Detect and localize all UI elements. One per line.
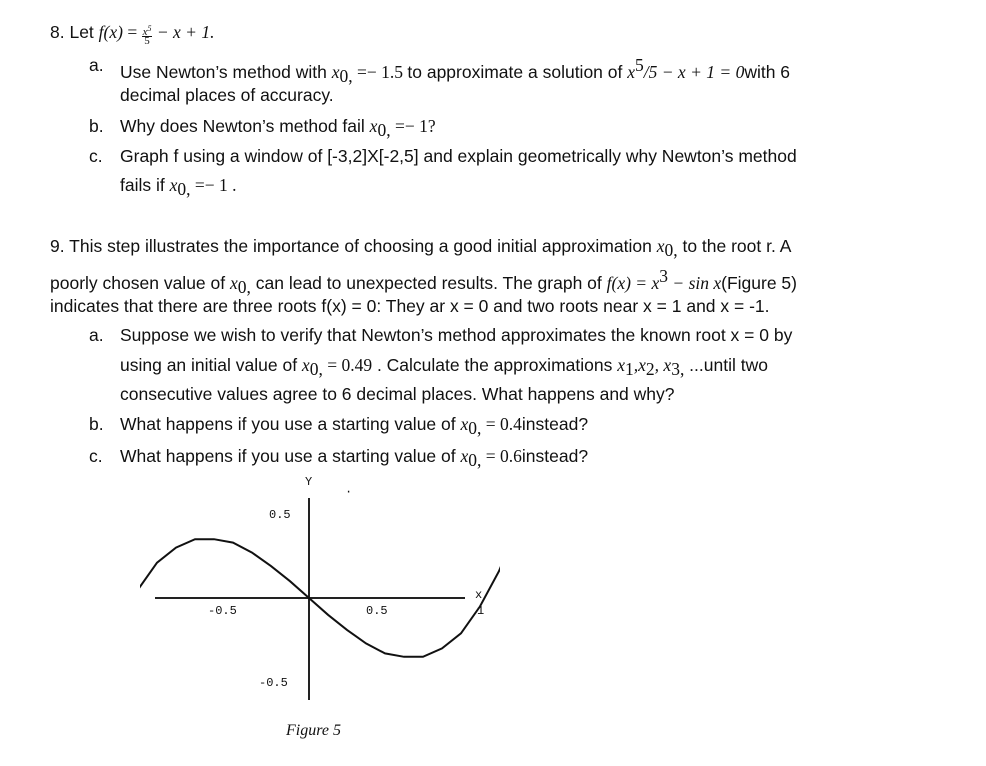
x-axis-label: x — [475, 588, 483, 602]
y-tick-0.5: 0.5 — [269, 508, 291, 522]
x-tick-0.5: 0.5 — [366, 604, 388, 618]
x-tick-1: 1 — [477, 604, 485, 618]
q9b-line: What happens if you use a starting value of $x_{0,}$ = 0.4instead? — [120, 414, 589, 438]
q9a-line1: Suppose we wish to verify that Newton’s method approximates the known root x = 0 by — [120, 325, 793, 345]
figure-caption: Figure 5 — [286, 722, 341, 739]
x-tick-neg-0.5: -0.5 — [208, 604, 237, 618]
y-tick-neg-0.5: -0.5 — [259, 676, 288, 690]
q9c-label: c. — [89, 446, 103, 466]
q9b-label: b. — [89, 414, 104, 434]
q8a-label: a. — [89, 55, 104, 75]
q9-line1: 9. This step illustrates the importance of choosing a good initial approximation $x_{0,}$ to the root r. A — [50, 236, 792, 260]
q9a-line3: consecutive values agree to 6 decimal places. What happens and why? — [120, 384, 675, 404]
q9-line3: indicates that there are three roots f(x) = 0: They ar x = 0 and two roots near x = 1 and x = -1. — [50, 296, 770, 316]
q8b-label: b. — [89, 116, 104, 136]
tick-labels — [140, 470, 484, 740]
q8c-line2: fails if $x_{0,} =- 1$ . — [120, 175, 237, 199]
curve-fx — [140, 496, 500, 672]
fraction-x5-over-5: $\frac{x^5}{5}$ — [142, 24, 152, 47]
q8-intro: 8. Let f(x) = $\frac{x^5}{5}$ − x + 1. — [50, 22, 215, 47]
q8c-label: c. — [89, 146, 103, 166]
q9a-line2: using an initial value of $x_{0,} = 0.49$ . Calculate the approximations $x_1,x_2$, $x_{3,}$ ...until two — [120, 355, 768, 379]
q8b-line: Why does Newton’s method fail $x_{0,} =- 1$? — [120, 116, 436, 140]
q9a-label: a. — [89, 325, 104, 345]
q9-line2: poorly chosen value of $x_{0,}$ can lead to unexpected results. The graph of $f(x) = x^3 - \sin$ x(Figure 5) — [50, 266, 797, 297]
y-axis-label: Y — [305, 475, 313, 489]
dot-mark: · — [345, 485, 353, 499]
q8a-line1: Use Newton’s method with $x_{0,} =- 1.5$ to approximate a solution of $x^5/5 - x + 1$ = 0with 6 — [120, 55, 791, 86]
q8a-line2: decimal places of accuracy. — [120, 85, 334, 105]
q8c-line1: Graph f using a window of [-3,2]X[-2,5] and explain geometrically why Newton’s method — [120, 146, 797, 166]
q9c-line: What happens if you use a starting value of $x_{0,}$ = 0.6instead? — [120, 446, 589, 470]
figure-5-graph — [140, 470, 500, 740]
